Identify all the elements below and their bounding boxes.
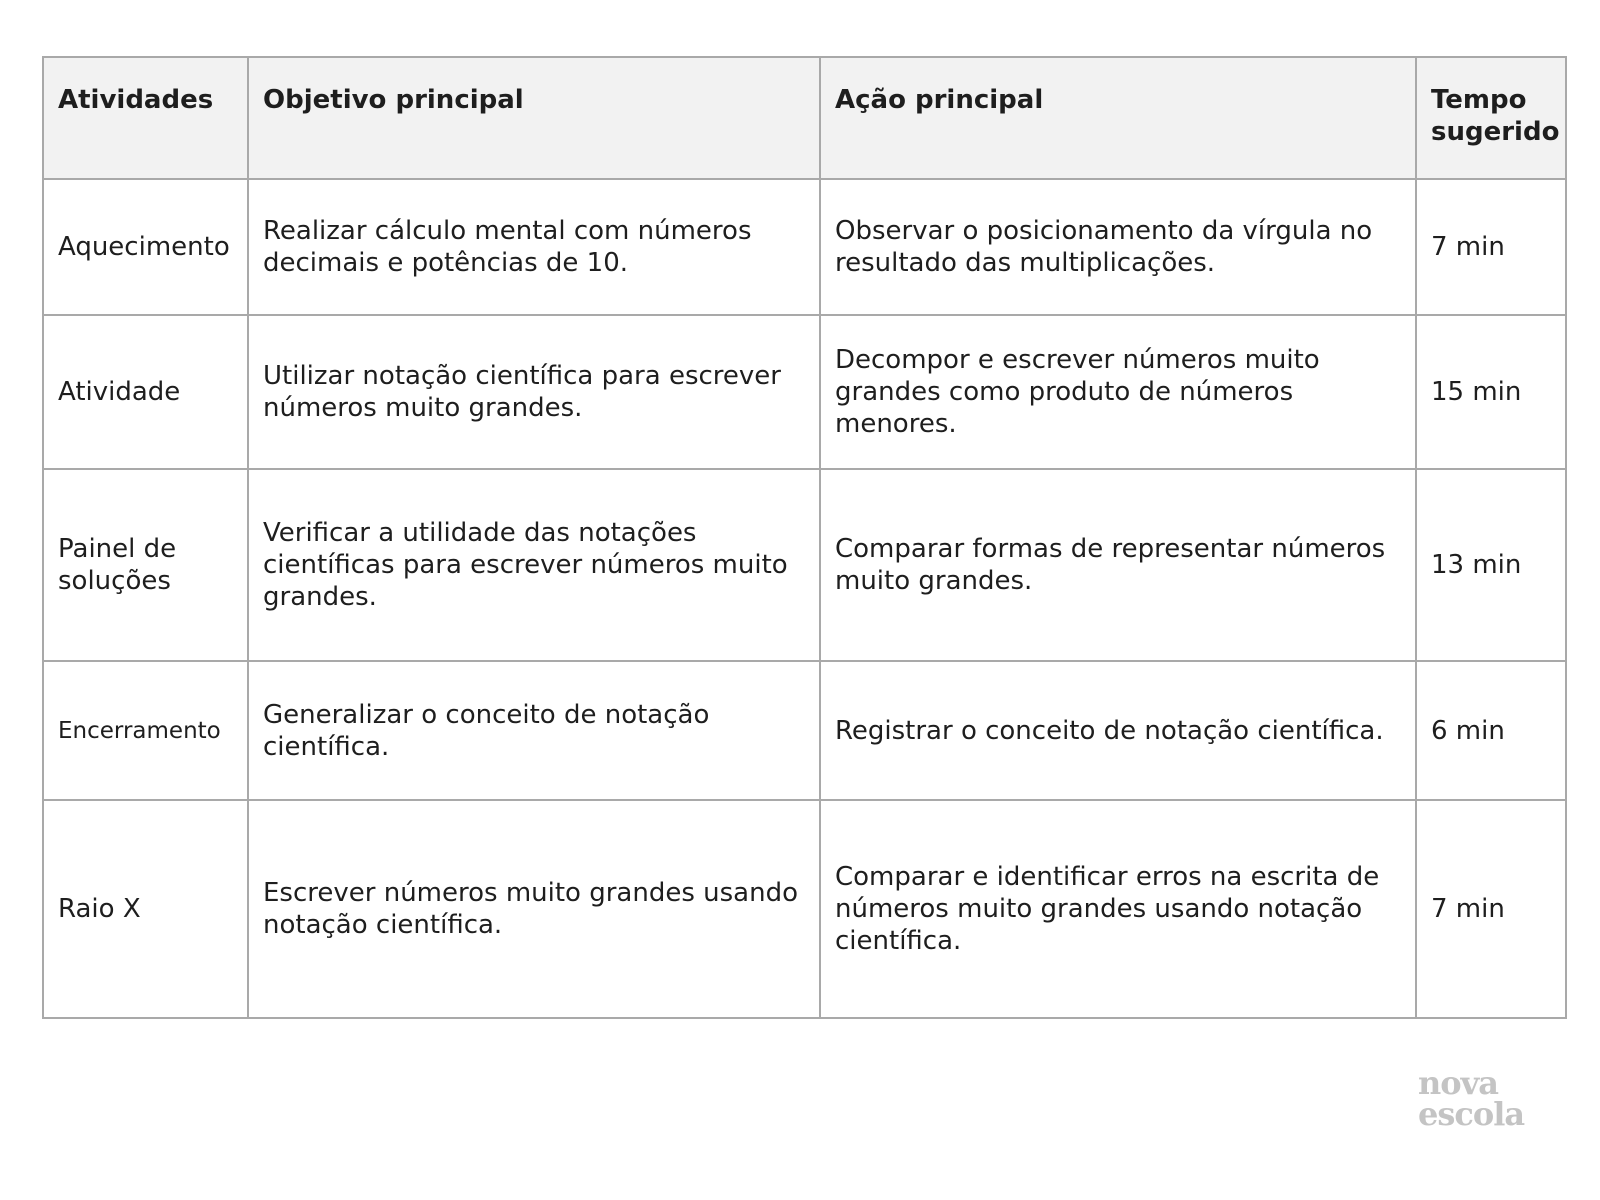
- cell-atividade: Raio X: [43, 800, 248, 1018]
- header-tempo-sugerido: Tempo sugerido: [1416, 57, 1566, 179]
- table-row: [43, 315, 1566, 469]
- table-row: [43, 800, 1566, 1018]
- cell-atividade: Aquecimento: [43, 179, 248, 315]
- logo-line-nova: nova: [1418, 1064, 1498, 1102]
- cell-objetivo: Escrever números muito grandes usando notação científica.: [248, 800, 820, 1018]
- table-header-row: [43, 57, 1566, 179]
- table-row: [43, 469, 1566, 661]
- cell-atividade: Encerramento: [43, 661, 248, 800]
- cell-acao: Comparar e identificar erros na escrita de números muito grandes usando notação científica.: [820, 800, 1416, 1018]
- cell-atividade: Painel de soluções: [43, 469, 248, 661]
- cell-tempo: 13 min: [1416, 469, 1566, 661]
- cell-objetivo: Realizar cálculo mental com números decimais e potências de 10.: [248, 179, 820, 315]
- header-acao-principal: Ação principal: [820, 57, 1416, 179]
- header-atividades: Atividades: [43, 57, 248, 179]
- cell-tempo: 15 min: [1416, 315, 1566, 469]
- cell-atividade: Atividade: [43, 315, 248, 469]
- lesson-plan-table: [42, 56, 1567, 1019]
- cell-acao: Decompor e escrever números muito grandes como produto de números menores.: [820, 315, 1416, 469]
- cell-objetivo: Generalizar o conceito de notação científica.: [248, 661, 820, 800]
- cell-tempo: 7 min: [1416, 179, 1566, 315]
- cell-tempo: 7 min: [1416, 800, 1566, 1018]
- cell-objetivo: Verificar a utilidade das notações científicas para escrever números muito grandes.: [248, 469, 820, 661]
- cell-tempo: 6 min: [1416, 661, 1566, 800]
- cell-acao: Comparar formas de representar números muito grandes.: [820, 469, 1416, 661]
- cell-acao: Observar o posicionamento da vírgula no resultado das multiplicações.: [820, 179, 1416, 315]
- nova-escola-logo: [1418, 1064, 1525, 1133]
- cell-acao: Registrar o conceito de notação científica.: [820, 661, 1416, 800]
- logo-line-escola: escola: [1418, 1095, 1525, 1133]
- cell-objetivo: Utilizar notação científica para escrever números muito grandes.: [248, 315, 820, 469]
- table-row: [43, 661, 1566, 800]
- table-row: [43, 179, 1566, 315]
- header-objetivo-principal: Objetivo principal: [248, 57, 820, 179]
